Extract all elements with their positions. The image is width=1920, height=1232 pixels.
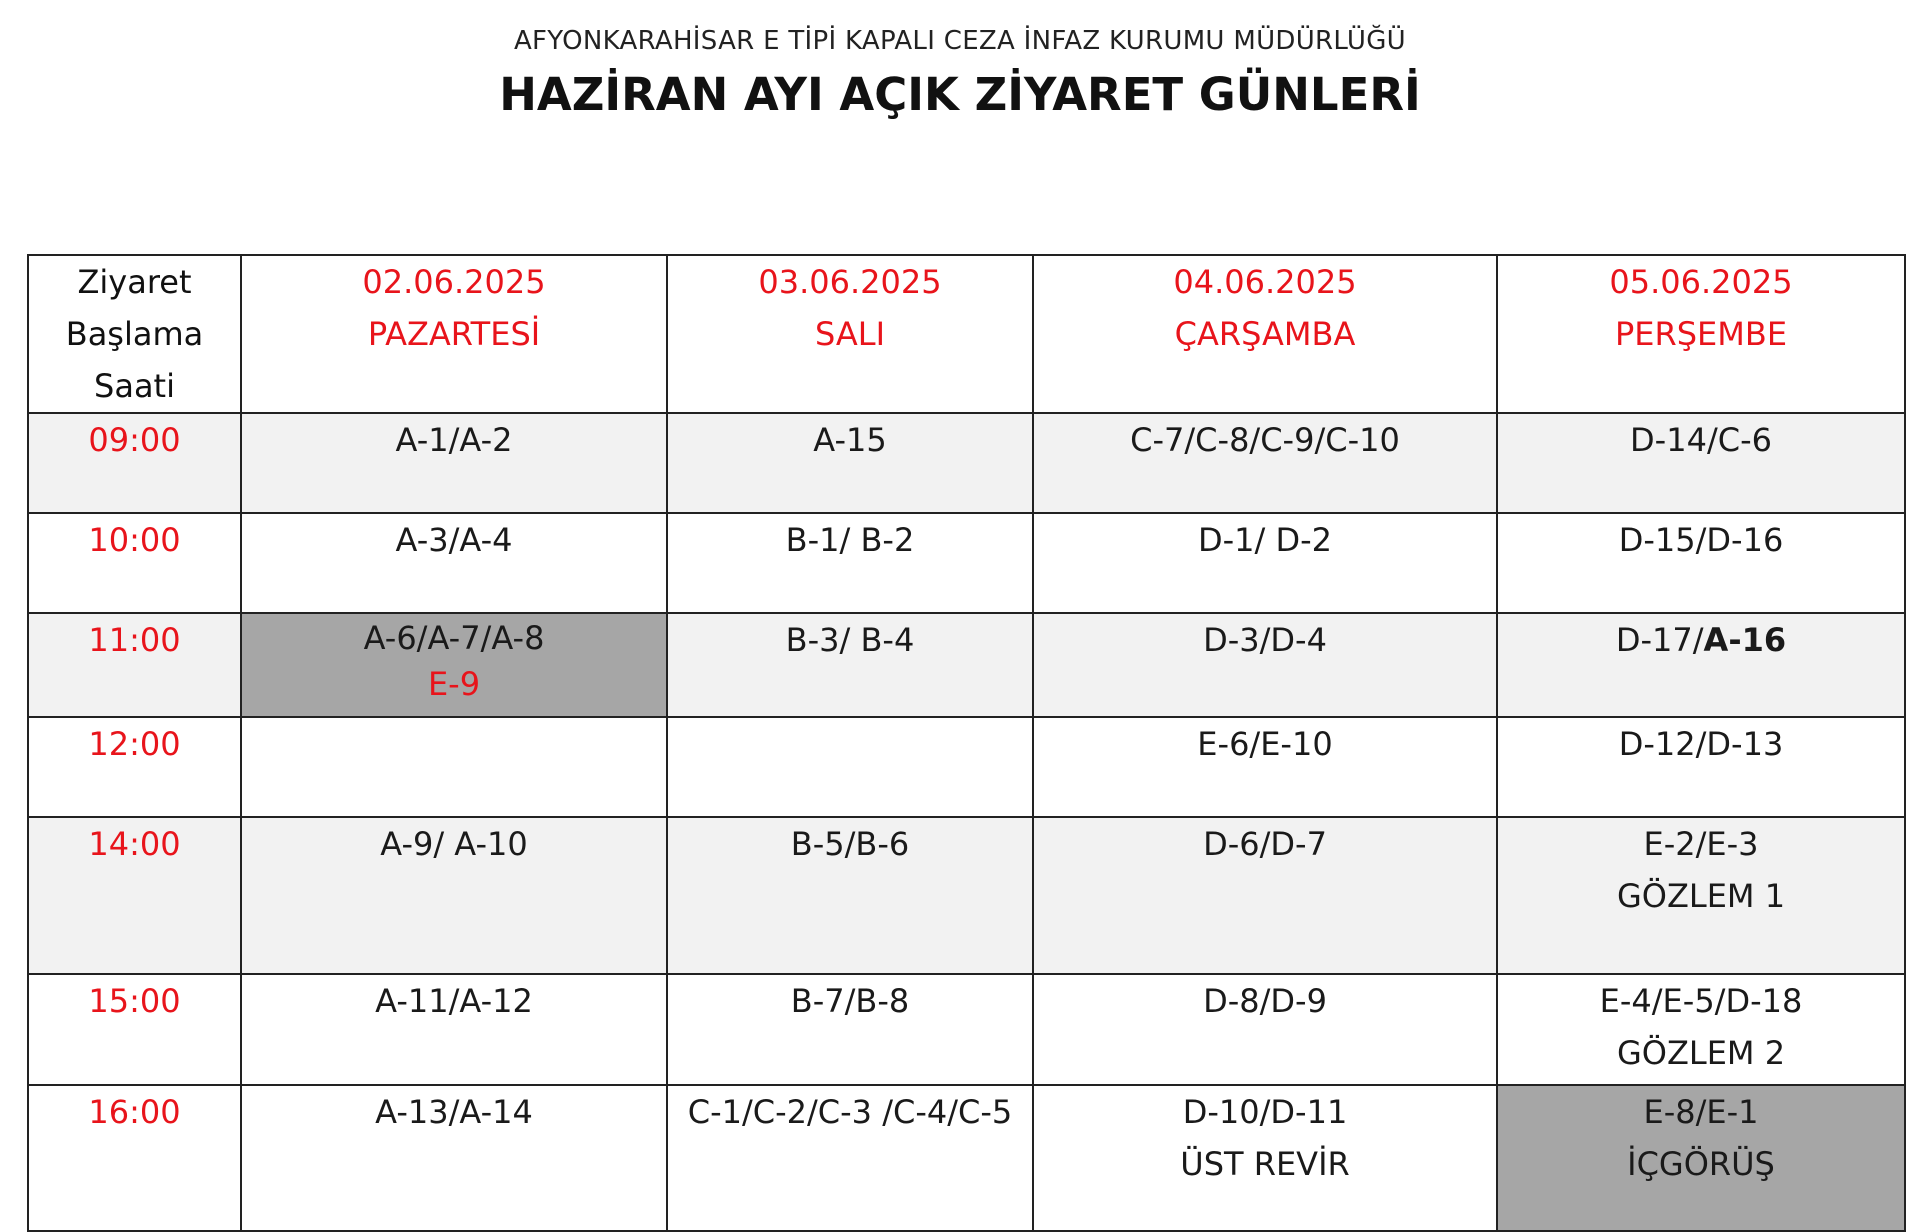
ward-list: D-12/D-13 — [1618, 725, 1784, 763]
schedule-cell-highlighted — [1497, 1085, 1905, 1231]
time-cell: 10:00 — [28, 513, 241, 613]
schedule-cell — [1033, 613, 1497, 717]
day-header-thursday — [1497, 255, 1905, 413]
time-cell: 15:00 — [28, 974, 241, 1085]
visit-start-time-header — [28, 255, 241, 413]
ward-list: A-9/ A-10 — [380, 825, 528, 863]
day-name: SALI — [814, 315, 886, 353]
day-name: ÇARŞAMBA — [1174, 315, 1356, 353]
ward-list: A-11/A-12 — [375, 982, 533, 1020]
schedule-cell — [241, 413, 667, 513]
ward-list: D-14/C-6 — [1630, 421, 1772, 459]
time-cell: 14:00 — [28, 817, 241, 974]
schedule-cell — [1033, 413, 1497, 513]
schedule-cell — [241, 817, 667, 974]
schedule-cell-empty — [241, 717, 667, 817]
ward-list: B-1/ B-2 — [785, 521, 915, 559]
time-cell: 11:00 — [28, 613, 241, 717]
ward-list: E-6/E-10 — [1197, 725, 1333, 763]
ward-list: D-3/D-4 — [1203, 621, 1327, 659]
schedule-cell — [1497, 974, 1905, 1085]
ward-list: E-4/E-5/D-18 — [1599, 982, 1803, 1020]
day-header-wednesday — [1033, 255, 1497, 413]
ward-list: A-1/A-2 — [395, 421, 513, 459]
ward-note: GÖZLEM 2 — [1616, 1034, 1786, 1072]
schedule-cell — [1497, 717, 1905, 817]
schedule-cell — [1497, 413, 1905, 513]
ward-list: B-3/ B-4 — [785, 621, 915, 659]
ward-list: D-15/D-16 — [1618, 521, 1784, 559]
ward-list-prefix: D-17/ — [1615, 621, 1704, 659]
ward-list: A-6/A-7/A-8 — [363, 619, 545, 657]
day-name: PERŞEMBE — [1614, 315, 1788, 353]
schedule-cell — [241, 513, 667, 613]
ward-list: D-6/D-7 — [1203, 825, 1327, 863]
schedule-cell — [1033, 974, 1497, 1085]
table-row — [28, 974, 1905, 1085]
day-date: 02.06.2025 — [362, 263, 546, 301]
ward-list: B-7/B-8 — [790, 982, 910, 1020]
schedule-cell — [1033, 717, 1497, 817]
schedule-cell — [1497, 817, 1905, 974]
ward-note: GÖZLEM 1 — [1616, 877, 1786, 915]
header-label-line: Başlama — [65, 315, 204, 353]
page-title: HAZİRAN AYI AÇIK ZİYARET GÜNLERİ — [499, 68, 1421, 121]
ward-list: D-1/ D-2 — [1197, 521, 1333, 559]
schedule-cell — [1033, 1085, 1497, 1231]
schedule-cell — [667, 974, 1033, 1085]
ward-list-bold: A-16 — [1703, 621, 1787, 659]
ward-list: D-8/D-9 — [1203, 982, 1327, 1020]
ward-note: E-9 — [427, 665, 481, 703]
schedule-cell — [241, 974, 667, 1085]
schedule-cell — [667, 513, 1033, 613]
ward-list: A-15 — [813, 421, 887, 459]
schedule-cell — [1497, 513, 1905, 613]
day-date: 04.06.2025 — [1173, 263, 1357, 301]
day-header-tuesday — [667, 255, 1033, 413]
table-row — [28, 413, 1905, 513]
time-cell: 09:00 — [28, 413, 241, 513]
table-row — [28, 613, 1905, 717]
time-cell: 16:00 — [28, 1085, 241, 1231]
header-label-line: Ziyaret — [77, 263, 192, 301]
day-date: 05.06.2025 — [1609, 263, 1793, 301]
institution-name: AFYONKARAHİSAR E TİPİ KAPALI CEZA İNFAZ KURUMU MÜDÜRLÜĞÜ — [513, 26, 1407, 56]
ward-list: C-1/C-2/C-3 /C-4/C-5 — [687, 1093, 1013, 1131]
table-row — [28, 717, 1905, 817]
schedule-cell — [667, 817, 1033, 974]
day-name: PAZARTESİ — [367, 315, 541, 353]
ward-list: A-13/A-14 — [375, 1093, 533, 1131]
ward-list: C-7/C-8/C-9/C-10 — [1130, 421, 1400, 459]
table-row — [28, 817, 1905, 974]
ward-list: D-10/D-11 — [1182, 1093, 1348, 1131]
table-row — [28, 513, 1905, 613]
table-row — [28, 1085, 1905, 1231]
ward-note: ÜST REVİR — [1180, 1145, 1350, 1183]
day-header-monday — [241, 255, 667, 413]
schedule-cell — [667, 413, 1033, 513]
ward-list: A-3/A-4 — [395, 521, 513, 559]
schedule-cell — [241, 1085, 667, 1231]
visit-schedule-table — [27, 254, 1906, 1232]
time-cell: 12:00 — [28, 717, 241, 817]
schedule-cell-highlighted — [241, 613, 667, 717]
schedule-cell — [1033, 513, 1497, 613]
ward-list — [1498, 614, 1904, 666]
schedule-cell-empty — [667, 717, 1033, 817]
ward-list: B-5/B-6 — [790, 825, 910, 863]
schedule-cell — [1497, 613, 1905, 717]
schedule-cell — [667, 1085, 1033, 1231]
day-date: 03.06.2025 — [758, 263, 942, 301]
schedule-cell — [1033, 817, 1497, 974]
ward-list: E-2/E-3 — [1643, 825, 1759, 863]
schedule-cell — [667, 613, 1033, 717]
table-header-row — [28, 255, 1905, 413]
ward-note: İÇGÖRÜŞ — [1627, 1145, 1775, 1183]
header-label-line: Saati — [94, 367, 175, 405]
ward-list: E-8/E-1 — [1643, 1093, 1759, 1131]
